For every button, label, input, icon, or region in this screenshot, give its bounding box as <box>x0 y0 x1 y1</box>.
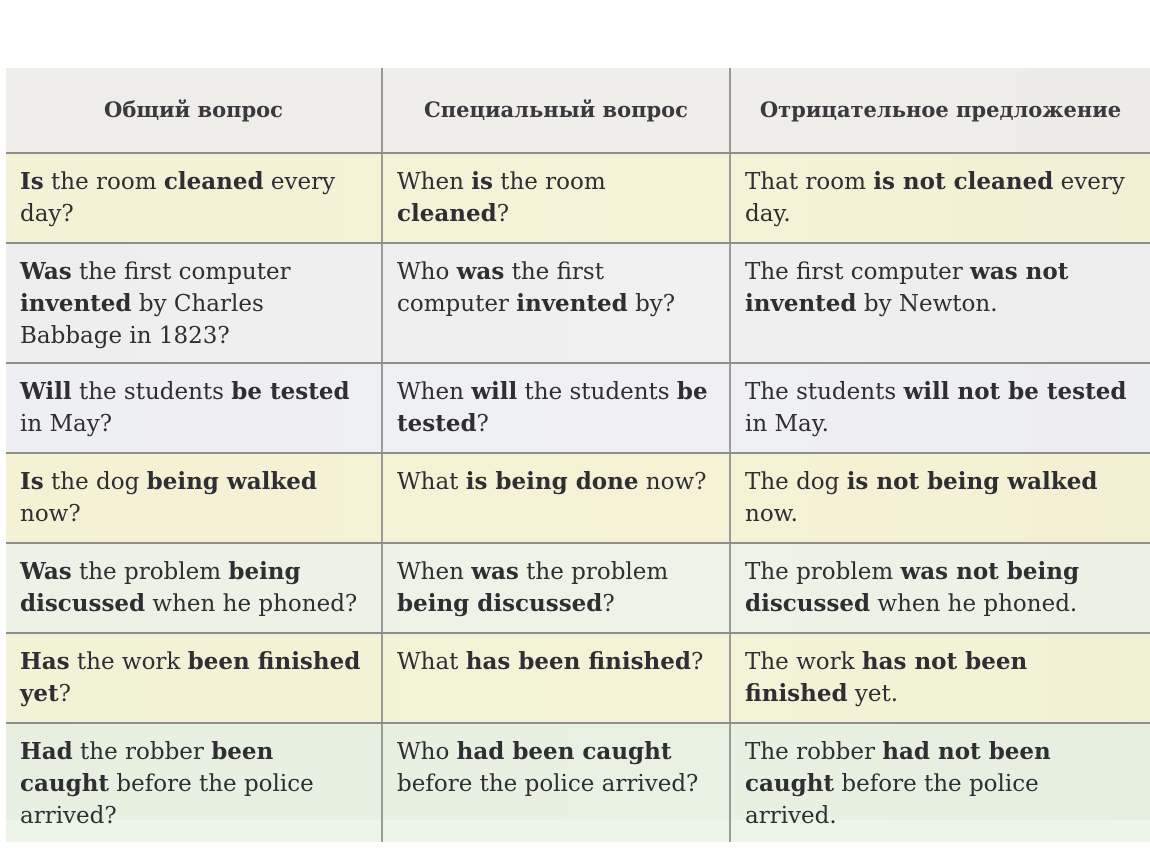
text: in May? <box>20 411 113 437</box>
bold-text: has not been finished <box>745 648 1028 707</box>
text: the problem <box>71 559 229 585</box>
bold-text: been finished <box>187 648 361 675</box>
negative-sentence-cell <box>730 723 1150 842</box>
general-question-cell <box>6 453 382 543</box>
table-row <box>6 633 1150 723</box>
text: before the police arrived. <box>745 771 1039 829</box>
text: every day. <box>745 169 1125 227</box>
table-row <box>6 543 1150 633</box>
text: yet. <box>847 681 899 707</box>
bold-text: Is <box>20 468 44 495</box>
bold-text: was not invented <box>745 258 1069 317</box>
general-question-cell <box>6 243 382 363</box>
special-question-cell <box>382 453 730 543</box>
bold-text: invented <box>20 290 132 317</box>
bold-text: was <box>471 558 519 585</box>
table-row <box>6 363 1150 453</box>
bold-text: had been caught <box>456 738 672 765</box>
text: The first computer <box>745 259 971 285</box>
text: When <box>397 559 472 585</box>
special-question-cell <box>382 723 730 842</box>
bold-text: was <box>456 258 505 285</box>
text: by Charles Babbage in 1823? <box>20 291 264 349</box>
text: the problem <box>518 559 669 585</box>
text: ? <box>476 411 489 437</box>
text: the first computer <box>397 259 604 317</box>
bold-text: is not being walked <box>846 468 1098 495</box>
text: now? <box>638 469 707 495</box>
bold-text: yet <box>20 680 59 707</box>
header-row <box>6 68 1150 153</box>
bold-text: was not being discussed <box>745 558 1080 617</box>
bold-text: Will <box>20 378 72 405</box>
special-question-cell <box>382 633 730 723</box>
negative-sentence-cell <box>730 453 1150 543</box>
bold-text: be tested <box>231 378 350 405</box>
text: the dog <box>43 469 147 495</box>
special-question-cell <box>382 363 730 453</box>
bold-text: cleaned <box>397 200 497 227</box>
special-question-cell <box>382 243 730 363</box>
text: ? <box>58 681 71 707</box>
text: The students <box>745 379 904 405</box>
text: What <box>397 469 466 495</box>
text: That room <box>745 169 874 195</box>
text: now? <box>20 501 81 527</box>
text: the robber <box>72 739 212 765</box>
text: ? <box>496 201 510 227</box>
header-special-question: Специальный вопрос <box>382 68 730 153</box>
negative-sentence-cell <box>730 153 1150 243</box>
text: now. <box>745 501 798 527</box>
text: When <box>397 379 472 405</box>
bold-text: Was <box>20 558 72 585</box>
general-question-cell <box>6 633 382 723</box>
text: every day? <box>20 169 336 227</box>
text: Who <box>397 259 457 285</box>
general-question-cell <box>6 153 382 243</box>
bold-text: being discussed <box>397 590 603 617</box>
passive-voice-table <box>6 68 1150 842</box>
text: when he phoned. <box>870 591 1078 617</box>
header-negative-sentence: Отрицательное предложение <box>730 68 1150 153</box>
bold-text: being walked <box>146 468 317 495</box>
general-question-cell <box>6 543 382 633</box>
bold-text: will <box>471 378 518 405</box>
bold-text: Was <box>20 258 72 285</box>
bold-text: been caught <box>20 738 274 797</box>
text: when he phoned? <box>145 591 358 617</box>
bold-text: is <box>471 168 493 195</box>
text: ? <box>690 649 704 675</box>
text: the first computer <box>71 259 291 285</box>
general-question-cell <box>6 723 382 842</box>
bold-text: Has <box>20 648 70 675</box>
bold-text: will not be tested <box>903 378 1127 405</box>
text: The problem <box>745 559 901 585</box>
text: before the police arrived? <box>20 771 314 829</box>
table-row <box>6 153 1150 243</box>
text: The robber <box>745 739 883 765</box>
bold-text: being discussed <box>20 558 301 617</box>
text: The work <box>745 649 862 675</box>
bold-text: had not been caught <box>745 738 1051 797</box>
negative-sentence-cell <box>730 363 1150 453</box>
bold-text: is not cleaned <box>873 168 1054 195</box>
table-row <box>6 723 1150 842</box>
negative-sentence-cell <box>730 543 1150 633</box>
text: the students <box>517 379 677 405</box>
bold-text: has been finished <box>465 648 691 675</box>
header-general-question: Общий вопрос <box>6 68 382 153</box>
bold-text: Had <box>20 738 73 765</box>
text: before the police arrived? <box>397 771 699 797</box>
special-question-cell <box>382 153 730 243</box>
negative-sentence-cell <box>730 633 1150 723</box>
bold-text: Is <box>20 168 44 195</box>
text: the room <box>492 169 606 195</box>
table-row <box>6 243 1150 363</box>
text: the room <box>43 169 164 195</box>
negative-sentence-cell <box>730 243 1150 363</box>
text: When <box>397 169 472 195</box>
text: Who <box>397 739 457 765</box>
text: the work <box>69 649 188 675</box>
bold-text: cleaned <box>163 168 264 195</box>
general-question-cell <box>6 363 382 453</box>
bold-text: invented <box>516 290 628 317</box>
bold-text: be tested <box>397 378 708 437</box>
text: in May. <box>745 411 829 437</box>
text: The dog <box>745 469 847 495</box>
text: ? <box>602 591 615 617</box>
special-question-cell <box>382 543 730 633</box>
bold-text: is being done <box>465 468 639 495</box>
text: What <box>397 649 466 675</box>
table-row <box>6 453 1150 543</box>
text: by Newton. <box>856 291 998 317</box>
text: the students <box>71 379 232 405</box>
text: by? <box>627 291 676 317</box>
